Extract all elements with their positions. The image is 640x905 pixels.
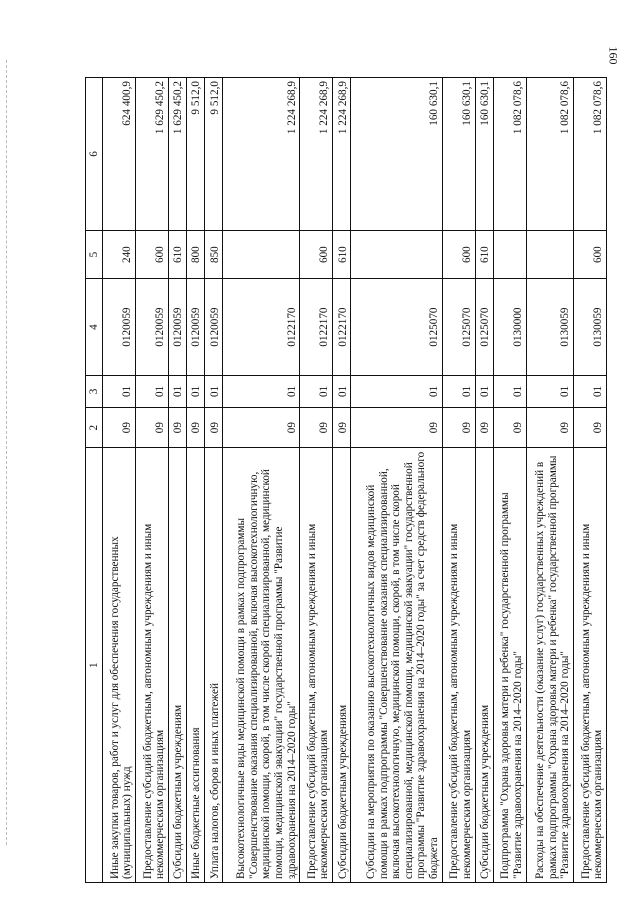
row-amount: 160 630,1	[475, 78, 493, 231]
header-col-5: 5	[86, 230, 103, 278]
row-code-2: 09	[135, 408, 168, 448]
row-amount: 1 224 268,9	[300, 78, 333, 231]
row-code-2: 09	[223, 408, 300, 448]
row-amount: 160 630,1	[442, 78, 475, 231]
table-row	[300, 78, 333, 883]
row-code-3: 01	[135, 375, 168, 407]
table-row	[135, 78, 168, 883]
row-amount: 1 629 450,2	[168, 78, 186, 231]
row-target-code: 0120059	[205, 279, 223, 376]
row-expense-type: 600	[574, 230, 607, 278]
table-row	[493, 78, 526, 883]
row-description: Предоставление субсидий бюджетным, автономным учреждениям и иным некоммерческим организациям	[574, 448, 607, 883]
row-code-2: 09	[300, 408, 333, 448]
row-description: Субсидии бюджетным учреждениям	[475, 448, 493, 883]
row-target-code: 0120059	[103, 279, 136, 376]
table-row	[168, 78, 186, 883]
row-code-3: 01	[223, 375, 300, 407]
row-target-code: 0122170	[332, 279, 350, 376]
row-code-3: 01	[574, 375, 607, 407]
row-code-2: 09	[103, 408, 136, 448]
row-code-2: 09	[475, 408, 493, 448]
row-description: Расходы на обеспечение деятельности (оказание услуг) государственных учреждений в рамках подпрограммы "Охрана здоровья матери и ребенка" государственной программы "Развитие здравоохранения на 2014–2020 годы"	[526, 448, 574, 883]
row-code-3: 01	[493, 375, 526, 407]
row-amount: 1 082 078,6	[526, 78, 574, 231]
row-code-2: 09	[332, 408, 350, 448]
table-row	[205, 78, 223, 883]
row-code-3: 01	[186, 375, 204, 407]
row-code-2: 09	[442, 408, 475, 448]
row-code-3: 01	[168, 375, 186, 407]
row-expense-type: 610	[168, 230, 186, 278]
row-amount: 624 400,9	[103, 78, 136, 231]
row-description: Уплата налогов, сборов и иных платежей	[205, 448, 223, 883]
table-row	[223, 78, 300, 883]
row-target-code: 0130059	[574, 279, 607, 376]
row-expense-type: 610	[332, 230, 350, 278]
row-code-2: 09	[493, 408, 526, 448]
row-target-code: 0120059	[168, 279, 186, 376]
row-code-3: 01	[103, 375, 136, 407]
rotated-table-container	[85, 77, 607, 883]
row-amount: 1 082 078,6	[493, 78, 526, 231]
row-target-code: 0122170	[300, 279, 333, 376]
row-code-2: 09	[205, 408, 223, 448]
row-expense-type	[351, 230, 443, 278]
row-description: Предоставление субсидий бюджетным, автономным учреждениям и иным некоммерческим организациям	[300, 448, 333, 883]
row-expense-type	[493, 230, 526, 278]
row-expense-type: 600	[442, 230, 475, 278]
page-number: 160	[606, 46, 621, 65]
row-target-code: 0130059	[526, 279, 574, 376]
row-code-3: 01	[442, 375, 475, 407]
header-col-6: 6	[86, 78, 103, 231]
row-target-code: 0125070	[475, 279, 493, 376]
row-description: Субсидии бюджетным учреждениям	[332, 448, 350, 883]
header-col-4: 4	[86, 279, 103, 376]
row-code-3: 01	[205, 375, 223, 407]
row-code-3: 01	[351, 375, 443, 407]
row-expense-type: 850	[205, 230, 223, 278]
table-header-row	[86, 78, 103, 883]
row-amount: 1 082 078,6	[574, 78, 607, 231]
row-description: Субсидии бюджетным учреждениям	[168, 448, 186, 883]
row-description: Иные бюджетные ассигнования	[186, 448, 204, 883]
row-target-code: 0120059	[135, 279, 168, 376]
table-row	[526, 78, 574, 883]
header-col-1: 1	[86, 448, 103, 883]
row-code-3: 01	[332, 375, 350, 407]
row-description: Субсидии на мероприятия по оказанию высокотехнологичных видов медицинской помощи в рамках подпрограммы "Совершенствование оказания специализированной, включая высокотехнологичную, медицинской помощи, скорой, в том числе скорой специализированной, медицинской помощи, медицинской эвакуации" государственной программы "Развитие здравоохранения на 2014–2020 годы" за счет средств федерального бюджета	[351, 448, 443, 883]
row-amount: 9 512,0	[186, 78, 204, 231]
header-col-2: 2	[86, 408, 103, 448]
row-target-code: 0122170	[223, 279, 300, 376]
row-expense-type: 800	[186, 230, 204, 278]
row-amount: 1 224 268,9	[332, 78, 350, 231]
row-description: Предоставление субсидий бюджетным, автономным учреждениям и иным некоммерческим организациям	[442, 448, 475, 883]
table-row	[574, 78, 607, 883]
row-code-2: 09	[351, 408, 443, 448]
row-code-3: 01	[475, 375, 493, 407]
table-row	[351, 78, 443, 883]
table-row	[475, 78, 493, 883]
row-amount: 1 224 268,9	[223, 78, 300, 231]
row-expense-type: 600	[300, 230, 333, 278]
row-description: Подпрограмма "Охрана здоровья матери и ребенка" государственной программы "Развитие здравоохранения на 2014–2020 годы"	[493, 448, 526, 883]
row-amount: 1 629 450,2	[135, 78, 168, 231]
row-expense-type: 600	[135, 230, 168, 278]
row-code-2: 09	[168, 408, 186, 448]
row-description: Иные закупки товаров, работ и услуг для обеспечения государственных (муниципальных) нужд	[103, 448, 136, 883]
row-target-code: 0125070	[442, 279, 475, 376]
row-amount: 9 512,0	[205, 78, 223, 231]
scan-edge-artifact	[6, 60, 7, 845]
row-expense-type	[526, 230, 574, 278]
table-row	[103, 78, 136, 883]
row-target-code: 0120059	[186, 279, 204, 376]
table-row	[442, 78, 475, 883]
row-expense-type	[223, 230, 300, 278]
table-row	[332, 78, 350, 883]
row-expense-type: 240	[103, 230, 136, 278]
row-target-code: 0125070	[351, 279, 443, 376]
row-code-2: 09	[574, 408, 607, 448]
row-code-2: 09	[526, 408, 574, 448]
table-row	[186, 78, 204, 883]
header-col-3: 3	[86, 375, 103, 407]
row-target-code: 0130000	[493, 279, 526, 376]
row-expense-type: 610	[475, 230, 493, 278]
row-description: Предоставление субсидий бюджетным, автономным учреждениям и иным некоммерческим организациям	[135, 448, 168, 883]
row-amount: 160 630,1	[351, 78, 443, 231]
row-code-2: 09	[186, 408, 204, 448]
row-code-3: 01	[300, 375, 333, 407]
row-code-3: 01	[526, 375, 574, 407]
budget-table	[85, 77, 607, 883]
row-description: Высокотехнологичные виды медицинской помощи в рамках подпрограммы "Совершенствование оказания специализированной, включая высокотехнологичную, медицинской помощи, скорой, в том числе скорой специализированной, медицинской помощи, медицинской эвакуации" государственной программы "Развитие здравоохранения на 2014–2020 годы"	[223, 448, 300, 883]
